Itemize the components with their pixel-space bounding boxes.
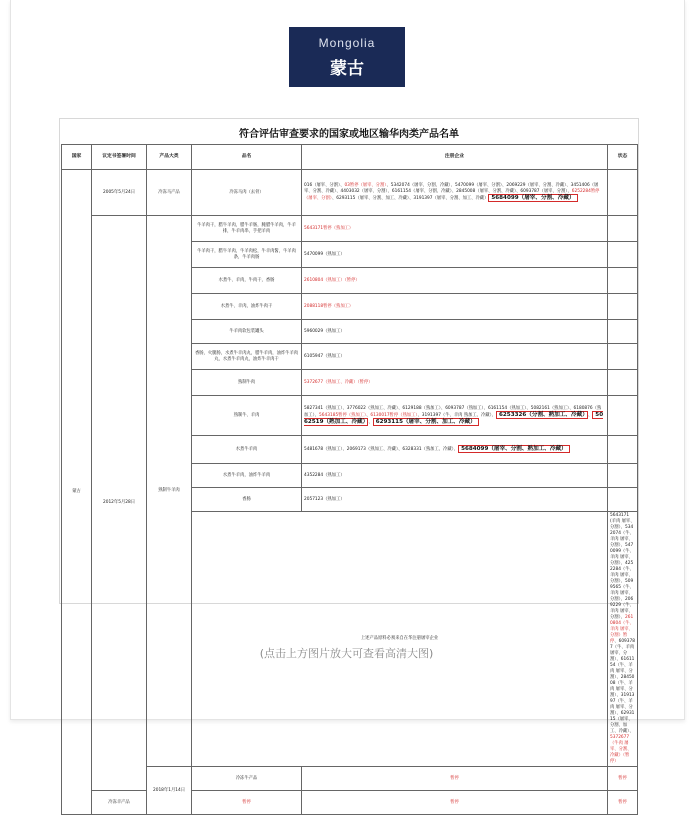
product-cell: 水煮牛、羊肉，牛肉干，香肠 xyxy=(192,268,302,294)
product-cell: 熟制牛肉 xyxy=(192,370,302,396)
table-header-row xyxy=(62,145,638,170)
product-cell: 水煮牛、羊肉，油炸牛肉干 xyxy=(192,294,302,320)
product-cell: 水煮牛羊肉，油炸牛羊肉 xyxy=(192,464,302,488)
company-cell: 5481678（熟加工）、2069173（熟加工、冷藏）、6328331（熟加工、冷藏）、 5684099（屠宰、分割、熟加工、冷藏） xyxy=(302,436,608,464)
status-cell xyxy=(608,396,638,436)
company-cell: 5643171(羊肉 屠宰、分割）、5342074（牛、羊肉 屠宰、分割）、5470099（牛、羊肉 屠宰、分割）、4252284（牛、羊肉 屠宰、分割）、5099565（牛、羊肉 屠宰、分割）、2069229（牛、羊肉 屠宰、分割）、2610804（牛、羊肉 屠宰、分割）暂停、6093787（牛、羊肉 屠宰、分割）、6161154（牛、羊肉 屠宰、分割）、2845008（牛、羊肉 屠宰、分割）、3191397（牛、羊肉 屠宰、分割）、6293115（屠宰、分割、加工、冷藏）、5372677（牛肉 屠宰、分割、冷藏）（暂停） xyxy=(608,512,638,767)
header-country: 国家 xyxy=(62,145,92,170)
product-cell: 牛羊肉软包装罐头 xyxy=(192,320,302,344)
product-cell: 牛羊肉干，腊牛羊肉，牛羊肉松，牛羊肉酱，牛羊肉条，牛羊肉肠 xyxy=(192,242,302,268)
company-cell: 5470099（熟加工） xyxy=(302,242,608,268)
company-cell: 2088118暂停（熟加工） xyxy=(302,294,608,320)
company-cell: 5372677（熟加工、冷藏）（暂停） xyxy=(302,370,608,396)
header-company: 注册企业 xyxy=(302,145,608,170)
table-row xyxy=(62,216,638,242)
company-cell: 4352284（熟加工） xyxy=(302,464,608,488)
table-row xyxy=(62,767,638,791)
header-date: 议定书签署时间 xyxy=(92,145,147,170)
product-cell: 冷冻马肉（去骨） xyxy=(192,170,302,216)
date-cell: 2005年5月24日 xyxy=(92,170,147,216)
status-cell xyxy=(608,344,638,370)
date-cell: 2018年1月14日 xyxy=(147,767,192,815)
table-row xyxy=(62,170,638,216)
status-cell xyxy=(608,488,638,512)
category-cell: 熟制牛羊肉 xyxy=(147,216,192,767)
badge-english: Mongolia xyxy=(318,36,376,50)
document-title: 符合评估审查要求的国家或地区输华肉类产品名单 xyxy=(239,129,459,140)
company-cell: 5960029（熟加工） xyxy=(302,320,608,344)
date-cell: 2012年5月28日 xyxy=(92,216,147,791)
country-cell: 蒙古 xyxy=(62,170,92,815)
header-status: 状态 xyxy=(608,145,638,170)
company-cell: 2610804（熟加工）（暂停） xyxy=(302,268,608,294)
header-category: 产品大类 xyxy=(147,145,192,170)
product-cell: 暂停 xyxy=(192,791,302,815)
country-badge xyxy=(289,27,405,87)
status-cell xyxy=(608,294,638,320)
highlight-box: 5062519（熟加工、冷藏） xyxy=(304,411,604,425)
product-cell: 暂停 xyxy=(302,767,608,791)
highlight-box: 5684099（屠宰、分割、熟加工、冷藏） xyxy=(458,445,570,453)
status-cell xyxy=(608,436,638,464)
category-cell: 冷冻牛产品 xyxy=(192,767,302,791)
status-cell xyxy=(608,170,638,216)
status-cell xyxy=(608,320,638,344)
highlight-box: 6253326（分割、熟加工、冷藏） xyxy=(496,411,588,419)
product-table xyxy=(61,144,638,815)
category-cell: 冷冻羊产品 xyxy=(92,791,147,815)
company-cell: 6105947（熟加工） xyxy=(302,344,608,370)
highlight-box: 6293115（屠宰、分割、加工、冷藏） xyxy=(373,418,479,426)
status-cell: 暂停 xyxy=(608,791,638,815)
company-cell: 暂停 xyxy=(302,791,608,815)
image-caption: (点击上方图片放大可查看高清大图) xyxy=(259,647,434,660)
product-cell: 上述产品原料必须来自在华注册屠宰企业 xyxy=(192,512,608,767)
status-cell xyxy=(608,464,638,488)
company-cell: 2057123（熟加工） xyxy=(302,488,608,512)
product-cell: 水煮牛羊肉 xyxy=(192,436,302,464)
product-cell: 香肠 xyxy=(192,488,302,512)
status-cell xyxy=(608,216,638,242)
status-cell xyxy=(608,370,638,396)
product-cell: 香肠，火腿肠，水煮牛羊肉丸，腊牛羊肉，油炸牛羊肉丸，水煮牛羊肉丸，油炸牛羊肉干 xyxy=(192,344,302,370)
company-cell: 暂停 xyxy=(608,767,638,791)
product-cell: 牛羊肉干，腊牛羊肉，腊牛羊肠，腌腊牛羊肉，牛羊排，牛羊肉串，手把羊肉 xyxy=(192,216,302,242)
company-cell: 5643171暂停（熟加工） xyxy=(302,216,608,242)
status-cell xyxy=(608,242,638,268)
category-cell: 冷冻马产品 xyxy=(147,170,192,216)
badge-chinese: 蒙古 xyxy=(330,59,364,79)
company-cell: 016（屠宰、分割）、03暂停（屠宰、分割）、5342074（屠宰、分割、冷藏）、5470099（屠宰、分割）、2069229（屠宰、分割、冷藏）、3451406（屠宰、分割、冷藏）、4403032（屠宰、分割）、6161154（屠宰、分割、冷藏）、2845008（屠宰、分割、冷藏）、6093787（屠宰、分割）、6252284暂停（屠宰、分割）、6293115（屠宰、分割、加工、冷藏）、3191397（屠宰、分割、加工、冷藏） 5684099（屠宰、分割、冷藏） xyxy=(302,170,608,216)
company-cell: 5827341（熟加工）、3776022（熟加工、冷藏）、6129188（熟加工）、6093787（熟加工）、6161154（熟加工）、5082161（熟加工）、6180876（熟加工）、5643185暂停（熟加工）、6130017暂停（熟加工）、3191397（牛、羊肉 熟加工、冷藏）、 6253326（分割、熟加工、冷藏） 、 5062519（熟加工、冷藏） 、 6293115（屠宰、分割、加工、冷藏） xyxy=(302,396,608,436)
highlight-box: 5684099（屠宰、分割、冷藏） xyxy=(488,194,577,202)
product-cell: 熟制牛、羊肉 xyxy=(192,396,302,436)
status-cell xyxy=(608,268,638,294)
header-product: 品名 xyxy=(192,145,302,170)
